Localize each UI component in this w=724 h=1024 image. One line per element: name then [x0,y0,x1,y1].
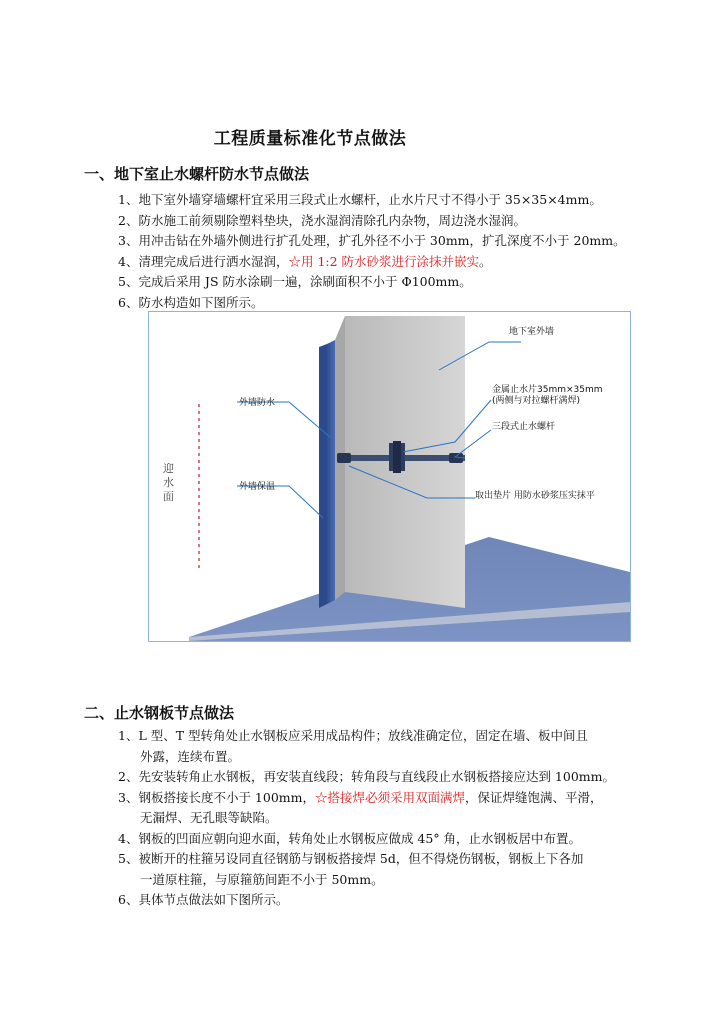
item-continuation: 一道原柱箍，与原箍筋间距不小于 50mm。 [140,871,384,887]
section2-heading: 二、止水钢板节点做法 [84,704,235,722]
list-item [118,849,678,890]
label-insulation: 外墙保温 [239,482,276,492]
list-item: 1、地下室外墙穿墙螺杆宜采用三段式止水螺杆，止水片尺寸不得小于 35×35×4mm。 [118,192,602,207]
list-item [118,726,678,767]
item-text: ，保证焊缝饱满、平滑， [465,789,603,805]
insulation-layer [319,344,327,608]
list-item: 3、用冲击钻在外墙外侧进行扩孔处理，扩孔外径不小于 30mm，扩孔深度不小于 20mm。 [118,233,626,248]
item-text: 3、钢板搭接长度不小于 100mm， [118,789,315,805]
waterproof-membrane [327,340,335,604]
item-text: 1、L 型、T 型转角处止水钢板应采用成品构件；放线准确定位，固定在墙、板中间且 [118,728,589,743]
label-wall: 地下室外墙 [509,327,555,337]
label-water-face-char2: 水 [163,476,174,489]
item-text: 4、清理完成后进行洒水湿润， [118,253,289,269]
highlight-text: ☆搭接焊必须采用双面满焊 [315,789,466,805]
section2-list [118,726,678,911]
label-plate-line2: (两侧与对拉螺杆满焊) [492,396,581,406]
list-item: 2、先安装转角止水钢板，再安装直线段；转角段与直线段止水钢板搭接应达到 100mm。 [118,769,615,784]
document-title: 工程质量标准化节点做法 [213,129,407,149]
section1-list [118,190,678,313]
label-waterproof: 外墙防水 [239,398,276,408]
item-continuation: 外露，连续布置。 [140,748,241,764]
label-pad: 取出垫片 用防水砂浆压实抹平 [475,491,595,501]
label-water-face-char3: 面 [163,490,174,503]
highlight-text: ☆用 1:2 防水砂浆进行涂抹并嵌实 [288,253,480,269]
item-text: 5、被断开的柱箍另设同直径钢筋与钢板搭接焊 5d，但不得烧伤钢板，钢板上下各加 [118,851,584,866]
item-continuation: 无漏焊、无孔眼等缺陷。 [140,810,278,825]
label-bolt: 三段式止水螺杆 [492,422,556,432]
list-item [118,788,678,829]
label-plate-line1: 金属止水片35mm×35mm [492,385,603,395]
list-item: 5、完成后采用 JS 防水涂刷一遍，涂刷面积不小于 Φ100mm。 [118,274,472,289]
list-item: 2、防水施工前须剔除塑料垫块，浇水湿润清除孔内杂物，周边浇水湿润。 [118,212,526,228]
label-water-face [163,461,174,503]
list-item: 6、具体节点做法如下图所示。 [118,892,289,907]
waterproof-bolt-diagram [148,311,631,642]
label-water-face-char1: 迎 [163,462,174,475]
list-item: 6、防水构造如下图所示。 [118,294,264,310]
section1-heading: 一、地下室止水螺杆防水节点做法 [84,165,310,183]
item-text: 。 [479,253,492,269]
list-item [118,252,678,273]
list-item: 4、钢板的凹面应朝向迎水面，转角处止水钢板应做成 45° 角，止水钢板居中布置。 [118,830,582,846]
